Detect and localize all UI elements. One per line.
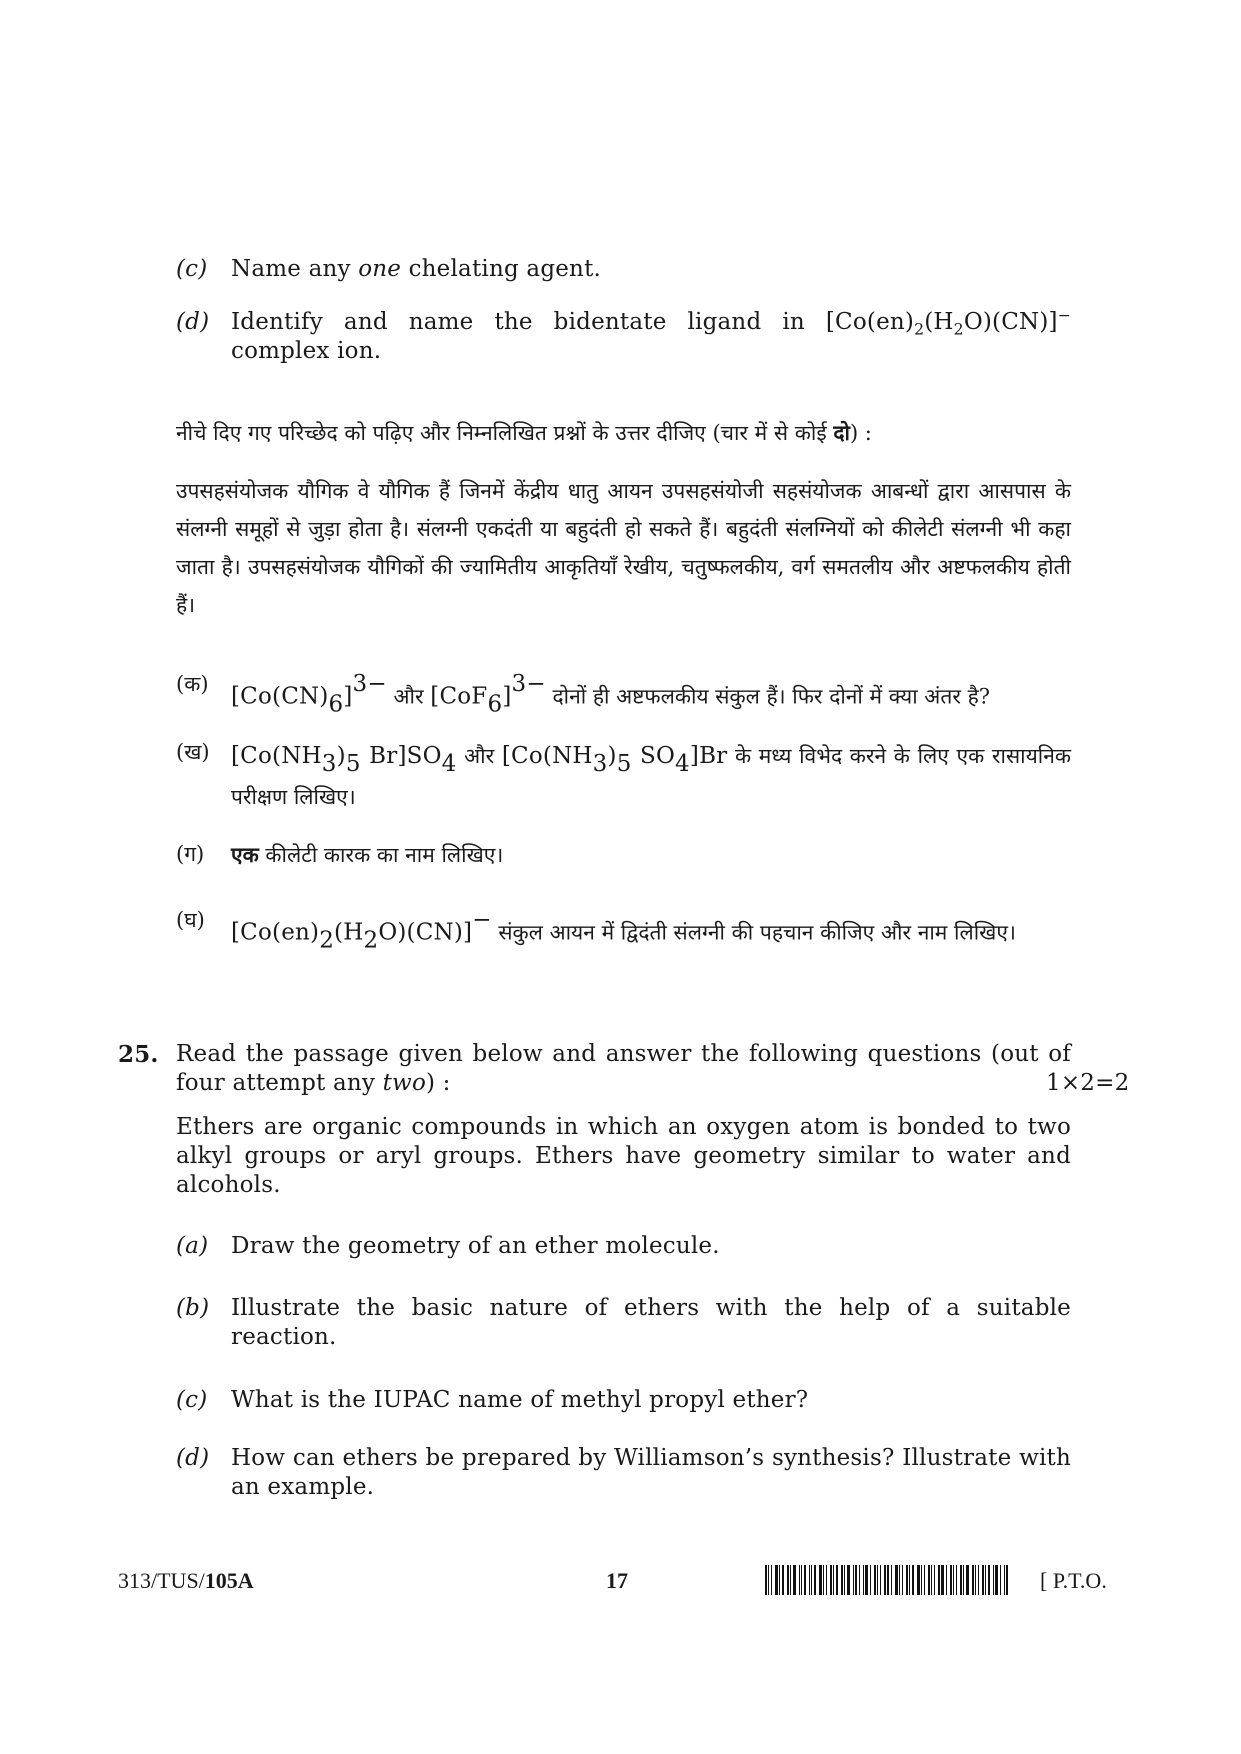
barcode-bar — [884, 1565, 886, 1595]
barcode-bar — [880, 1565, 881, 1595]
barcode-bar — [928, 1565, 930, 1595]
q25-item-b-label: (b) — [176, 1295, 210, 1321]
barcode-bar — [804, 1565, 806, 1595]
barcode-bar — [782, 1565, 784, 1595]
q25-marks: 1×2=2 — [1046, 1070, 1130, 1096]
barcode-bar — [841, 1565, 843, 1595]
barcode-bar — [819, 1565, 822, 1595]
q25-instruction: Read the passage given below and answer the following questions (out of four attempt any two) : — [176, 1041, 1071, 1096]
barcode-bar — [870, 1565, 871, 1595]
barcode-bar — [768, 1565, 769, 1595]
barcode-bar — [950, 1565, 952, 1595]
barcode-bar — [975, 1565, 976, 1595]
paper-code: 313/TUS/105A — [118, 1568, 254, 1593]
barcode-bar — [811, 1565, 812, 1595]
q24-hindi-passage: उपसहसंयोजक यौगिक वे यौगिक हैं जिनमें केंद्रीय धातु आयन उपसहसंयोजी सहसंयोजक आबन्धों द्वारा आसपास के संलग्नी समूहों से जुड़ा होता है। संलग्नी एकदंती या बहुदंती हो सकते हैं। बहुदंती संलग्नियों को कीलेटी संलग्नी भी कहा जाता है। उपसहसंयोजक यौगिकों की ज्यामितीय आकृतियाँ रेखीय, चतुष्फलकीय, वर्ग समतलीय और अष्टफलकीय होती हैं। — [176, 479, 1071, 617]
barcode-bar — [887, 1565, 889, 1595]
barcode-bar — [859, 1565, 860, 1595]
barcode-bar — [865, 1565, 868, 1595]
barcode-bar — [1006, 1565, 1008, 1595]
barcode-bar — [823, 1565, 824, 1595]
page-number: 17 — [606, 1568, 628, 1593]
barcode-bar — [1000, 1565, 1001, 1595]
barcode-bar — [891, 1565, 892, 1595]
barcode-bar — [909, 1565, 910, 1595]
barcode-bar — [787, 1565, 789, 1595]
q25-item-c-label: (c) — [176, 1387, 208, 1413]
barcode-bar — [790, 1565, 791, 1595]
barcode-bar — [801, 1565, 802, 1595]
barcode-bar — [899, 1565, 900, 1595]
barcode-bar — [874, 1565, 876, 1595]
barcode-bar — [985, 1565, 986, 1595]
barcode-bar — [966, 1565, 969, 1595]
q24-item-c-text: Name any one chelating agent. — [231, 256, 602, 282]
q24-hindi-ka-text: $[Co(CN)_6]^{3-}$ और $[CoF_6]^{3-}$ दोनों ही अष्टफलकीय संकुल हैं। फिर दोनों में क्या अंतर है? — [231, 671, 990, 718]
barcode-bar — [912, 1565, 914, 1595]
q25-item-d-text: How can ethers be prepared by Williamson’s synthesis? Illustrate with an example. — [231, 1445, 1071, 1500]
barcode-bar — [941, 1565, 944, 1595]
barcode-bar — [877, 1565, 878, 1595]
barcode-bar — [953, 1565, 954, 1595]
barcode-bar — [993, 1565, 994, 1595]
barcode-bar — [934, 1565, 935, 1595]
q24-item-c-label: (c) — [176, 256, 208, 282]
q25-item-c-text: What is the IUPAC name of methyl propyl ether? — [231, 1387, 809, 1413]
barcode-bar — [775, 1565, 778, 1595]
q24-hindi-ga-text: एक कीलेटी कारक का नाम लिखिए। — [231, 842, 504, 867]
barcode-bar — [793, 1565, 796, 1595]
barcode-bar — [902, 1565, 903, 1595]
barcode-bar — [921, 1565, 922, 1595]
pto-label: [ P.T.O. — [1040, 1568, 1107, 1593]
q24-hindi-kha-label: (ख) — [176, 740, 210, 764]
barcode-bar — [799, 1565, 800, 1595]
barcode-bar — [826, 1565, 827, 1595]
barcode-bar — [809, 1565, 810, 1595]
barcode-bar — [814, 1565, 816, 1595]
barcode-bar — [906, 1565, 908, 1595]
q25-number: 25. — [118, 1041, 159, 1068]
barcode-bar — [844, 1565, 845, 1595]
q25-item-a-label: (a) — [176, 1233, 209, 1259]
barcode-bar — [895, 1565, 898, 1595]
barcode-bar — [833, 1565, 834, 1595]
q25-item-a-text: Draw the geometry of an ether molecule. — [231, 1233, 720, 1259]
barcode-bar — [982, 1565, 984, 1595]
barcode-bar — [855, 1565, 857, 1595]
q24-item-d-text: Identify and name the bidentate ligand in $[Co(en)_2(H_2O)(CN)]^-$ complex ion. — [231, 305, 1071, 364]
barcode-bar — [1004, 1565, 1005, 1595]
barcode-bar — [830, 1565, 832, 1595]
barcode-bar — [931, 1565, 932, 1595]
barcode-bar — [765, 1565, 767, 1595]
barcode-bar — [960, 1565, 962, 1595]
barcode-bar — [863, 1565, 864, 1595]
q25-item-d-label: (d) — [176, 1445, 210, 1471]
barcode-bar — [853, 1565, 854, 1595]
q24-hindi-kha-text: [$Co(NH_3)_5$ $Br]SO_4$ और [$Co(NH_3)_5$ $SO_4]Br$ के मध्य विभेद करने के लिए एक रासायनिक परीक्षण लिखिए। — [231, 743, 1071, 810]
barcode-bar — [963, 1565, 964, 1595]
barcode — [765, 1565, 1025, 1595]
barcode-bar — [924, 1565, 925, 1595]
q24-hindi-gha-text: $[Co(en)_2(H_2O)(CN)]^-$ संकुल आयन में द्विदंती संलग्नी की पहचान कीजिए और नाम लिखिए। — [231, 907, 1016, 954]
q24-hindi-instruction: नीचे दिए गए परिच्छेद को पढ़िए और निम्नलिखित प्रश्नों के उत्तर दीजिए (चार में से कोई दो) : — [176, 420, 872, 445]
barcode-bar — [938, 1565, 940, 1595]
q25-passage: Ethers are organic compounds in which an oxygen atom is bonded to two alkyl groups or aryl groups. Ethers have geometry similar to water and alcohols. — [176, 1114, 1071, 1198]
barcode-bar — [978, 1565, 979, 1595]
barcode-bar — [995, 1565, 998, 1595]
barcode-bar — [836, 1565, 838, 1595]
q24-hindi-gha-label: (घ) — [176, 908, 205, 932]
q25-item-b-text: Illustrate the basic nature of ethers with the help of a suitable reaction. — [231, 1295, 1071, 1350]
q24-hindi-ka-label: (क) — [176, 672, 209, 696]
barcode-bar — [972, 1565, 974, 1595]
barcode-bar — [779, 1565, 780, 1595]
barcode-bar — [771, 1565, 772, 1595]
barcode-bar — [847, 1565, 850, 1595]
q24-hindi-ga-label: (ग) — [176, 842, 205, 866]
barcode-bar — [988, 1565, 990, 1595]
barcode-bar — [946, 1565, 947, 1595]
q24-item-d-label: (d) — [176, 309, 210, 335]
barcode-bar — [956, 1565, 957, 1595]
barcode-bar — [917, 1565, 920, 1595]
